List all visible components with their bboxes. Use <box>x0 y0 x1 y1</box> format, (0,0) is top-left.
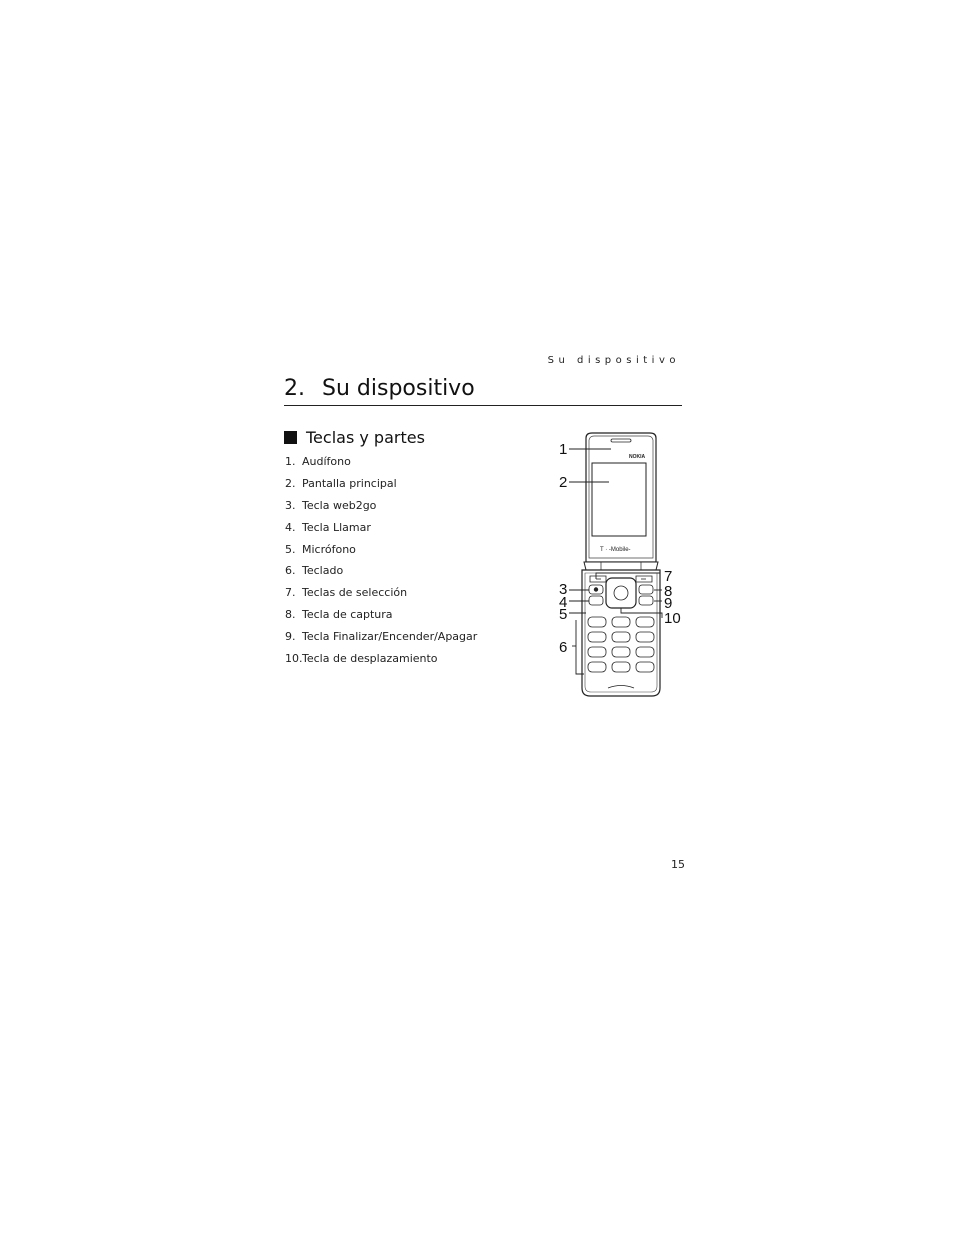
callout-4: 4 <box>559 594 568 611</box>
list-item <box>285 477 477 499</box>
item-number: 1. <box>285 455 296 468</box>
item-number: 3. <box>285 498 296 512</box>
item-label: Tecla de desplazamiento <box>302 652 438 666</box>
list-item <box>285 608 477 630</box>
callout-5: 5 <box>559 606 568 623</box>
carrier-label: T · -Mobile- <box>600 547 631 553</box>
callout-10: 10 <box>664 610 681 627</box>
item-number: 2. <box>285 476 296 490</box>
item-label: Teclado <box>302 564 344 578</box>
item-number: 4. <box>285 520 296 534</box>
section-bullet-icon <box>284 431 297 444</box>
section-title-text: Teclas y partes <box>306 428 425 447</box>
list-item <box>285 630 477 652</box>
callout-6: 6 <box>559 639 568 656</box>
item-label: Tecla Finalizar/Encender/Apagar <box>302 630 478 644</box>
item-label: Audífono <box>302 455 351 468</box>
item-number: 9. <box>285 630 296 644</box>
hinge <box>584 562 658 570</box>
list-item <box>285 586 477 608</box>
item-number: 6. <box>285 564 296 578</box>
list-item <box>285 652 477 674</box>
item-number: 10. <box>285 652 303 666</box>
list-item <box>285 564 477 586</box>
item-label: Teclas de selección <box>302 586 408 600</box>
brand-label: NOKIA <box>629 454 646 460</box>
list-item <box>285 543 477 565</box>
parts-list <box>285 455 477 674</box>
callout-3: 3 <box>559 581 568 598</box>
callout-2: 2 <box>559 474 568 491</box>
item-label: Pantalla principal <box>302 476 397 490</box>
page-number: 15 <box>671 858 685 871</box>
list-item <box>285 521 477 543</box>
phone-bottom-shell <box>582 570 660 696</box>
callout-7: 7 <box>664 568 673 585</box>
callout-9: 9 <box>664 595 673 612</box>
section-title <box>284 428 425 447</box>
item-number: 8. <box>285 608 296 622</box>
callout-1: 1 <box>559 441 568 458</box>
running-header: Su dispositivo <box>547 355 680 366</box>
item-number: 5. <box>285 542 296 556</box>
list-item <box>285 455 477 477</box>
item-label: Tecla web2go <box>302 498 377 512</box>
phone-diagram <box>556 430 686 702</box>
list-item <box>285 499 477 521</box>
item-label: Tecla de captura <box>302 608 393 622</box>
callout-8: 8 <box>664 583 673 600</box>
chapter-number: 2. <box>284 376 305 401</box>
chapter-title <box>284 376 682 406</box>
item-label: Micrófono <box>302 542 356 556</box>
chapter-title-text: Su dispositivo <box>322 376 475 401</box>
item-label: Tecla Llamar <box>302 520 371 534</box>
item-number: 7. <box>285 586 296 600</box>
